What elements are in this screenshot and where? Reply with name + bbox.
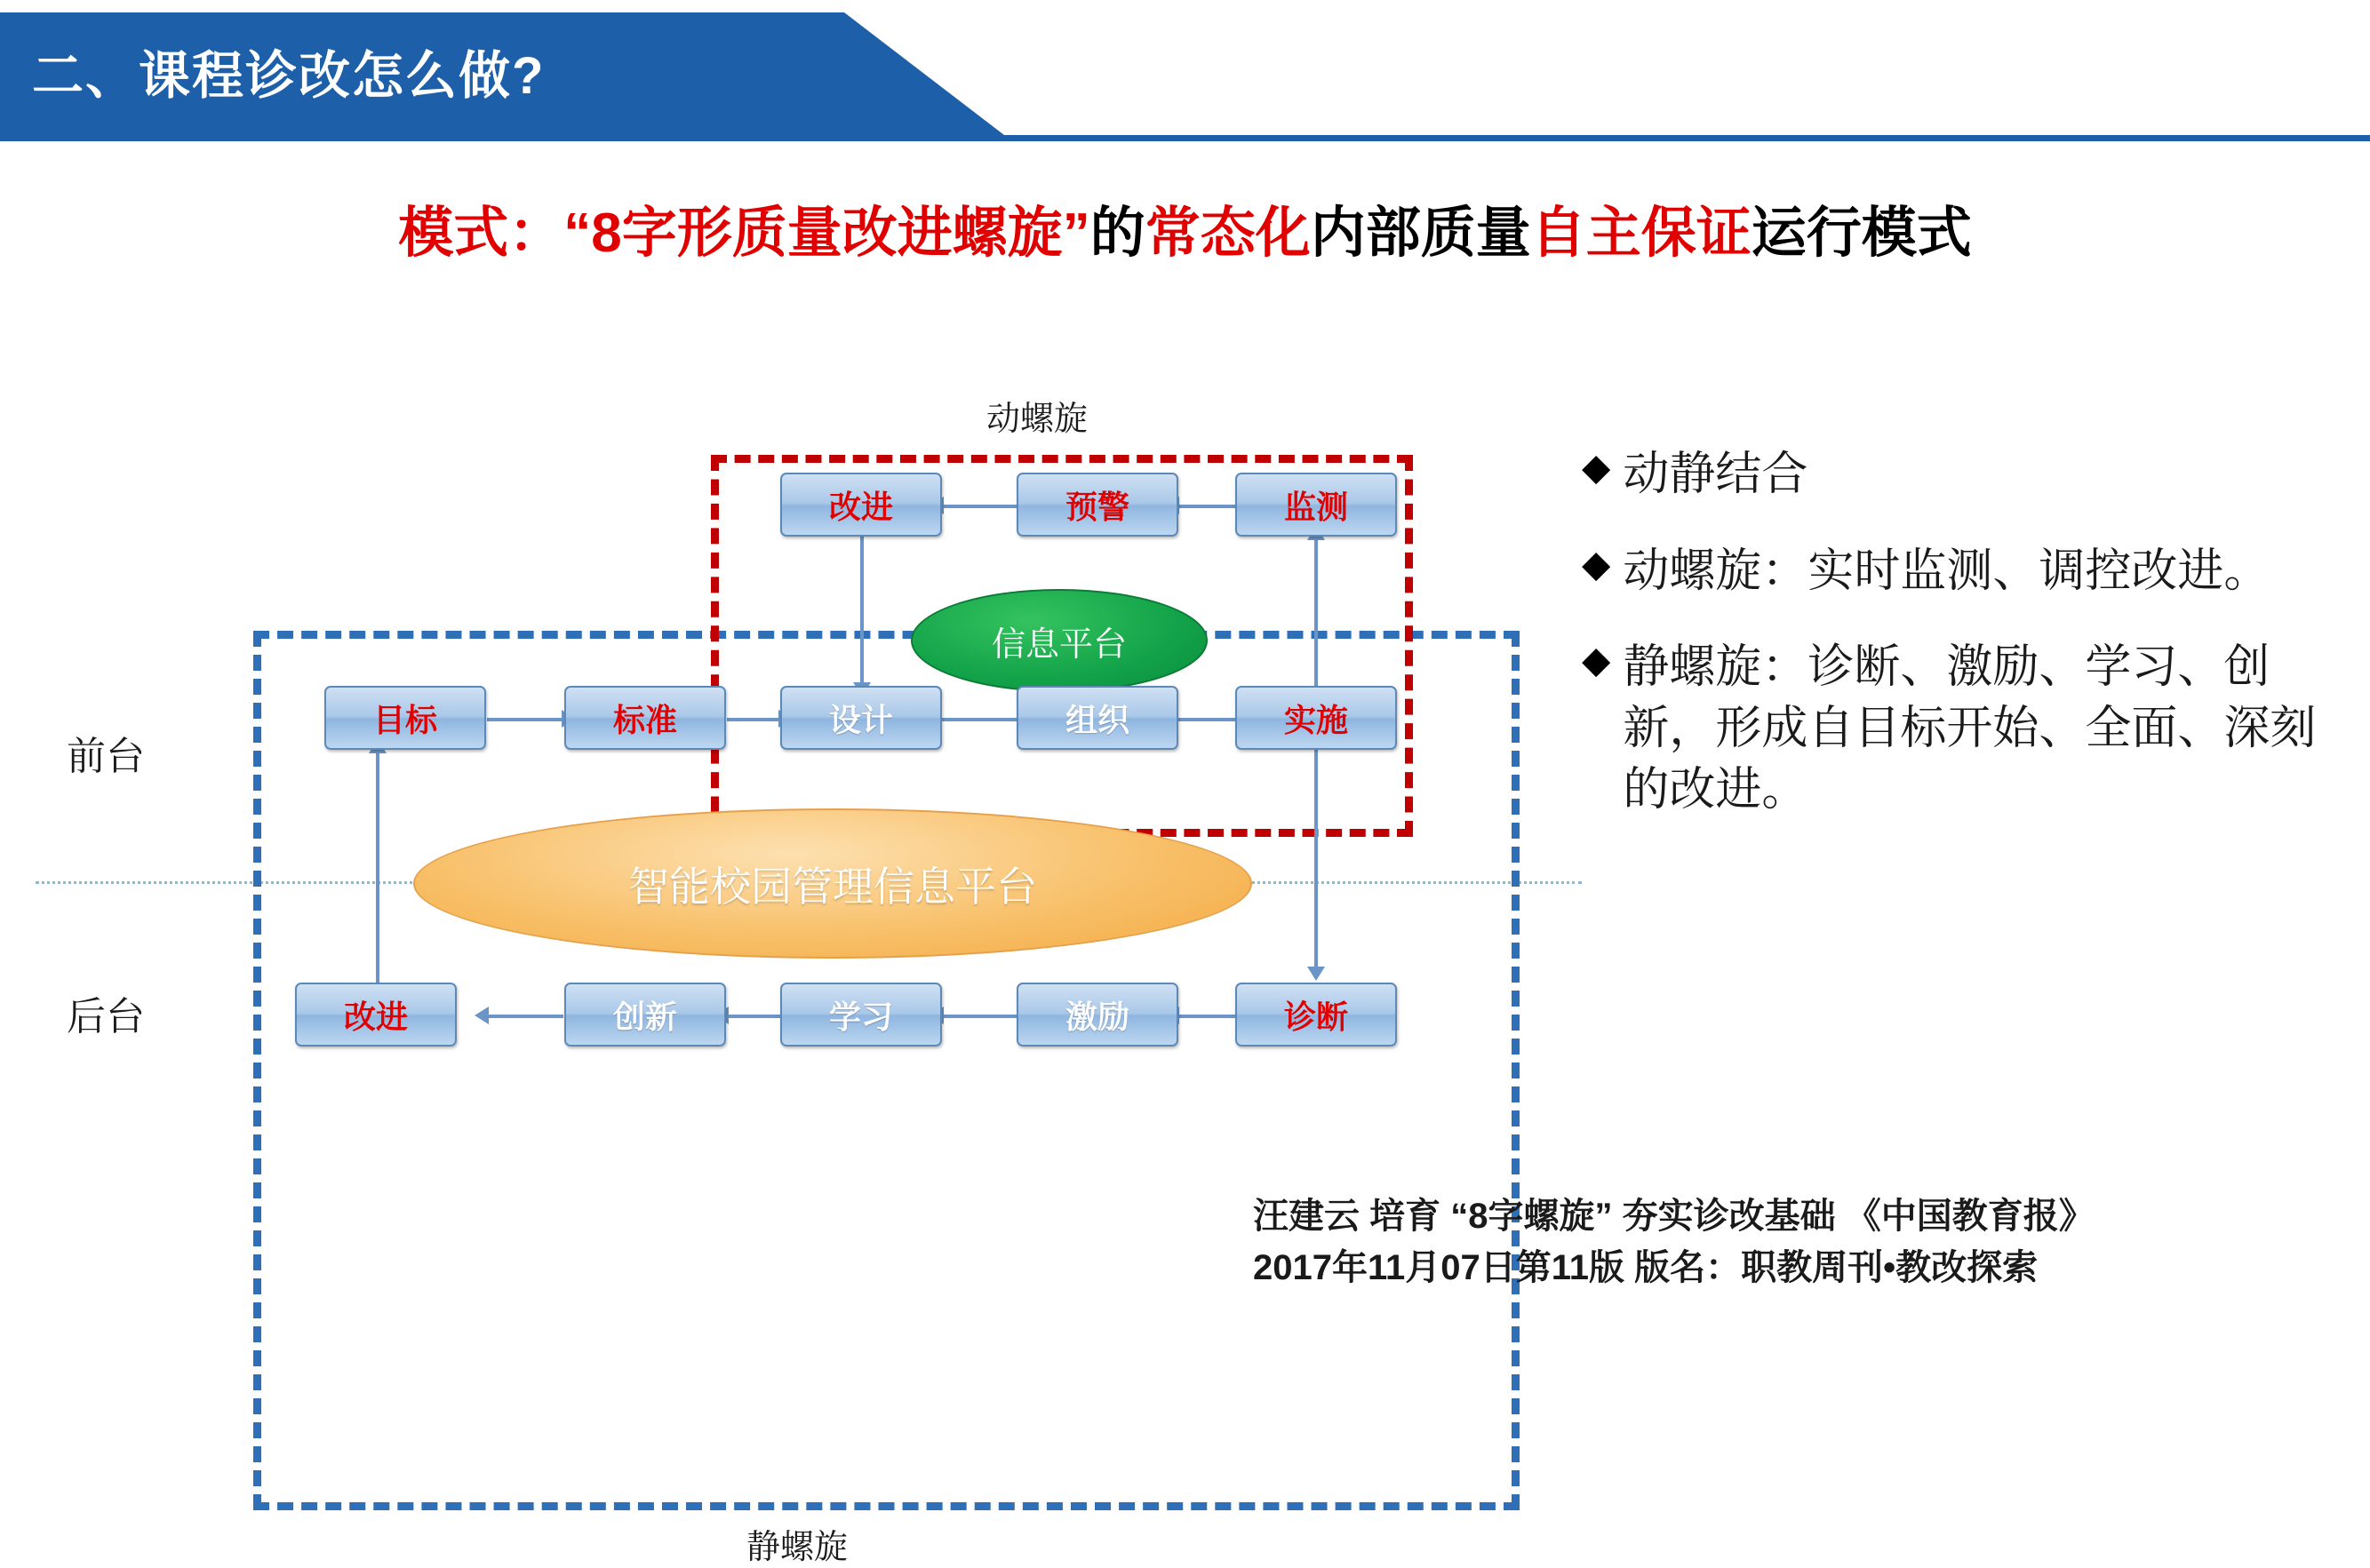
node-improve-top[interactable]: 改进 — [780, 473, 942, 537]
node-organize[interactable]: 组织 — [1017, 686, 1178, 750]
node-design[interactable]: 设计 — [780, 686, 942, 750]
node-implement[interactable]: 实施 — [1235, 686, 1397, 750]
label-dynamic-spiral: 动螺旋 — [986, 401, 1089, 438]
headline-part-5: 内部质量 — [1310, 203, 1531, 264]
headline-part-2: “8字形质量改进螺旋” — [563, 203, 1090, 264]
diamond-bullet-icon: ◆ — [1582, 542, 1611, 585]
headline-part-7: 运行模式 — [1751, 203, 1972, 264]
headline-part-1: 模式： — [398, 203, 564, 264]
arrow-innovate-to-improve — [475, 1007, 489, 1024]
citation — [1253, 1190, 2346, 1293]
arrow-implement-to-diagnose — [1307, 967, 1325, 981]
label-back-stage: 后台 — [67, 995, 145, 1039]
node-goal[interactable]: 目标 — [324, 686, 486, 750]
label-static-spiral: 静螺旋 — [746, 1529, 849, 1566]
page-title: 二、课程诊改怎么做? — [32, 47, 546, 105]
node-improve-bottom[interactable]: 改进 — [295, 983, 457, 1047]
connector-improve-to-goal — [376, 750, 379, 983]
node-monitor[interactable]: 监测 — [1235, 473, 1397, 537]
headline — [0, 188, 2370, 267]
ellipse-info-platform: 信息平台 — [911, 589, 1208, 692]
connector-design-to-organize — [942, 718, 1018, 721]
node-motivate[interactable]: 激励 — [1017, 983, 1178, 1047]
label-front-stage: 前台 — [67, 735, 145, 778]
header-banner — [0, 0, 2370, 142]
connector-standard-to-design — [727, 718, 780, 721]
node-warning[interactable]: 预警 — [1017, 473, 1178, 537]
node-standard[interactable]: 标准 — [564, 686, 726, 750]
diagram-8-shaped-spiral — [36, 373, 1582, 1566]
connector-warning-to-improve — [942, 505, 1018, 508]
connector-goal-to-standard — [487, 718, 563, 721]
bullet-text-2: 动螺旋：实时监测、调控改进。 — [1623, 545, 2270, 597]
citation-line-1: 汪建云 培育 “8字螺旋” 夯实诊改基础 《中国教育报》 — [1253, 1197, 2095, 1236]
connector-innovate-to-improve — [487, 1015, 563, 1018]
bullet-list — [1582, 444, 2346, 856]
bullet-text-3: 静螺旋：诊断、激励、学习、创新，形成自目标开始、全面、深刻的改进。 — [1623, 641, 2317, 816]
connector-implement-to-monitor — [1314, 537, 1318, 686]
node-innovate[interactable]: 创新 — [564, 983, 726, 1047]
headline-part-3: 的 — [1089, 203, 1145, 264]
headline-part-6: 自主保证 — [1530, 203, 1752, 264]
node-diagnose[interactable]: 诊断 — [1235, 983, 1397, 1047]
ellipse-smart-campus-platform: 智能校园管理信息平台 — [413, 808, 1252, 959]
header-underline — [0, 135, 2370, 141]
citation-line-2: 2017年11月07日第11版 版名：职教周刊•教改探索 — [1253, 1248, 2039, 1287]
bullet-text-1: 动静结合 — [1623, 449, 1808, 500]
list-item — [1582, 637, 2346, 820]
list-item — [1582, 541, 2346, 602]
headline-part-4: 常态化 — [1145, 203, 1311, 264]
connector-motivate-to-learn — [942, 1015, 1018, 1018]
node-learn[interactable]: 学习 — [780, 983, 942, 1047]
connector-learn-to-innovate — [727, 1015, 780, 1018]
diamond-bullet-icon: ◆ — [1582, 639, 1611, 681]
list-item — [1582, 444, 2346, 505]
diamond-bullet-icon: ◆ — [1582, 446, 1611, 488]
connector-implement-to-diagnose — [1314, 750, 1318, 972]
connector-improve-to-design — [860, 537, 864, 686]
